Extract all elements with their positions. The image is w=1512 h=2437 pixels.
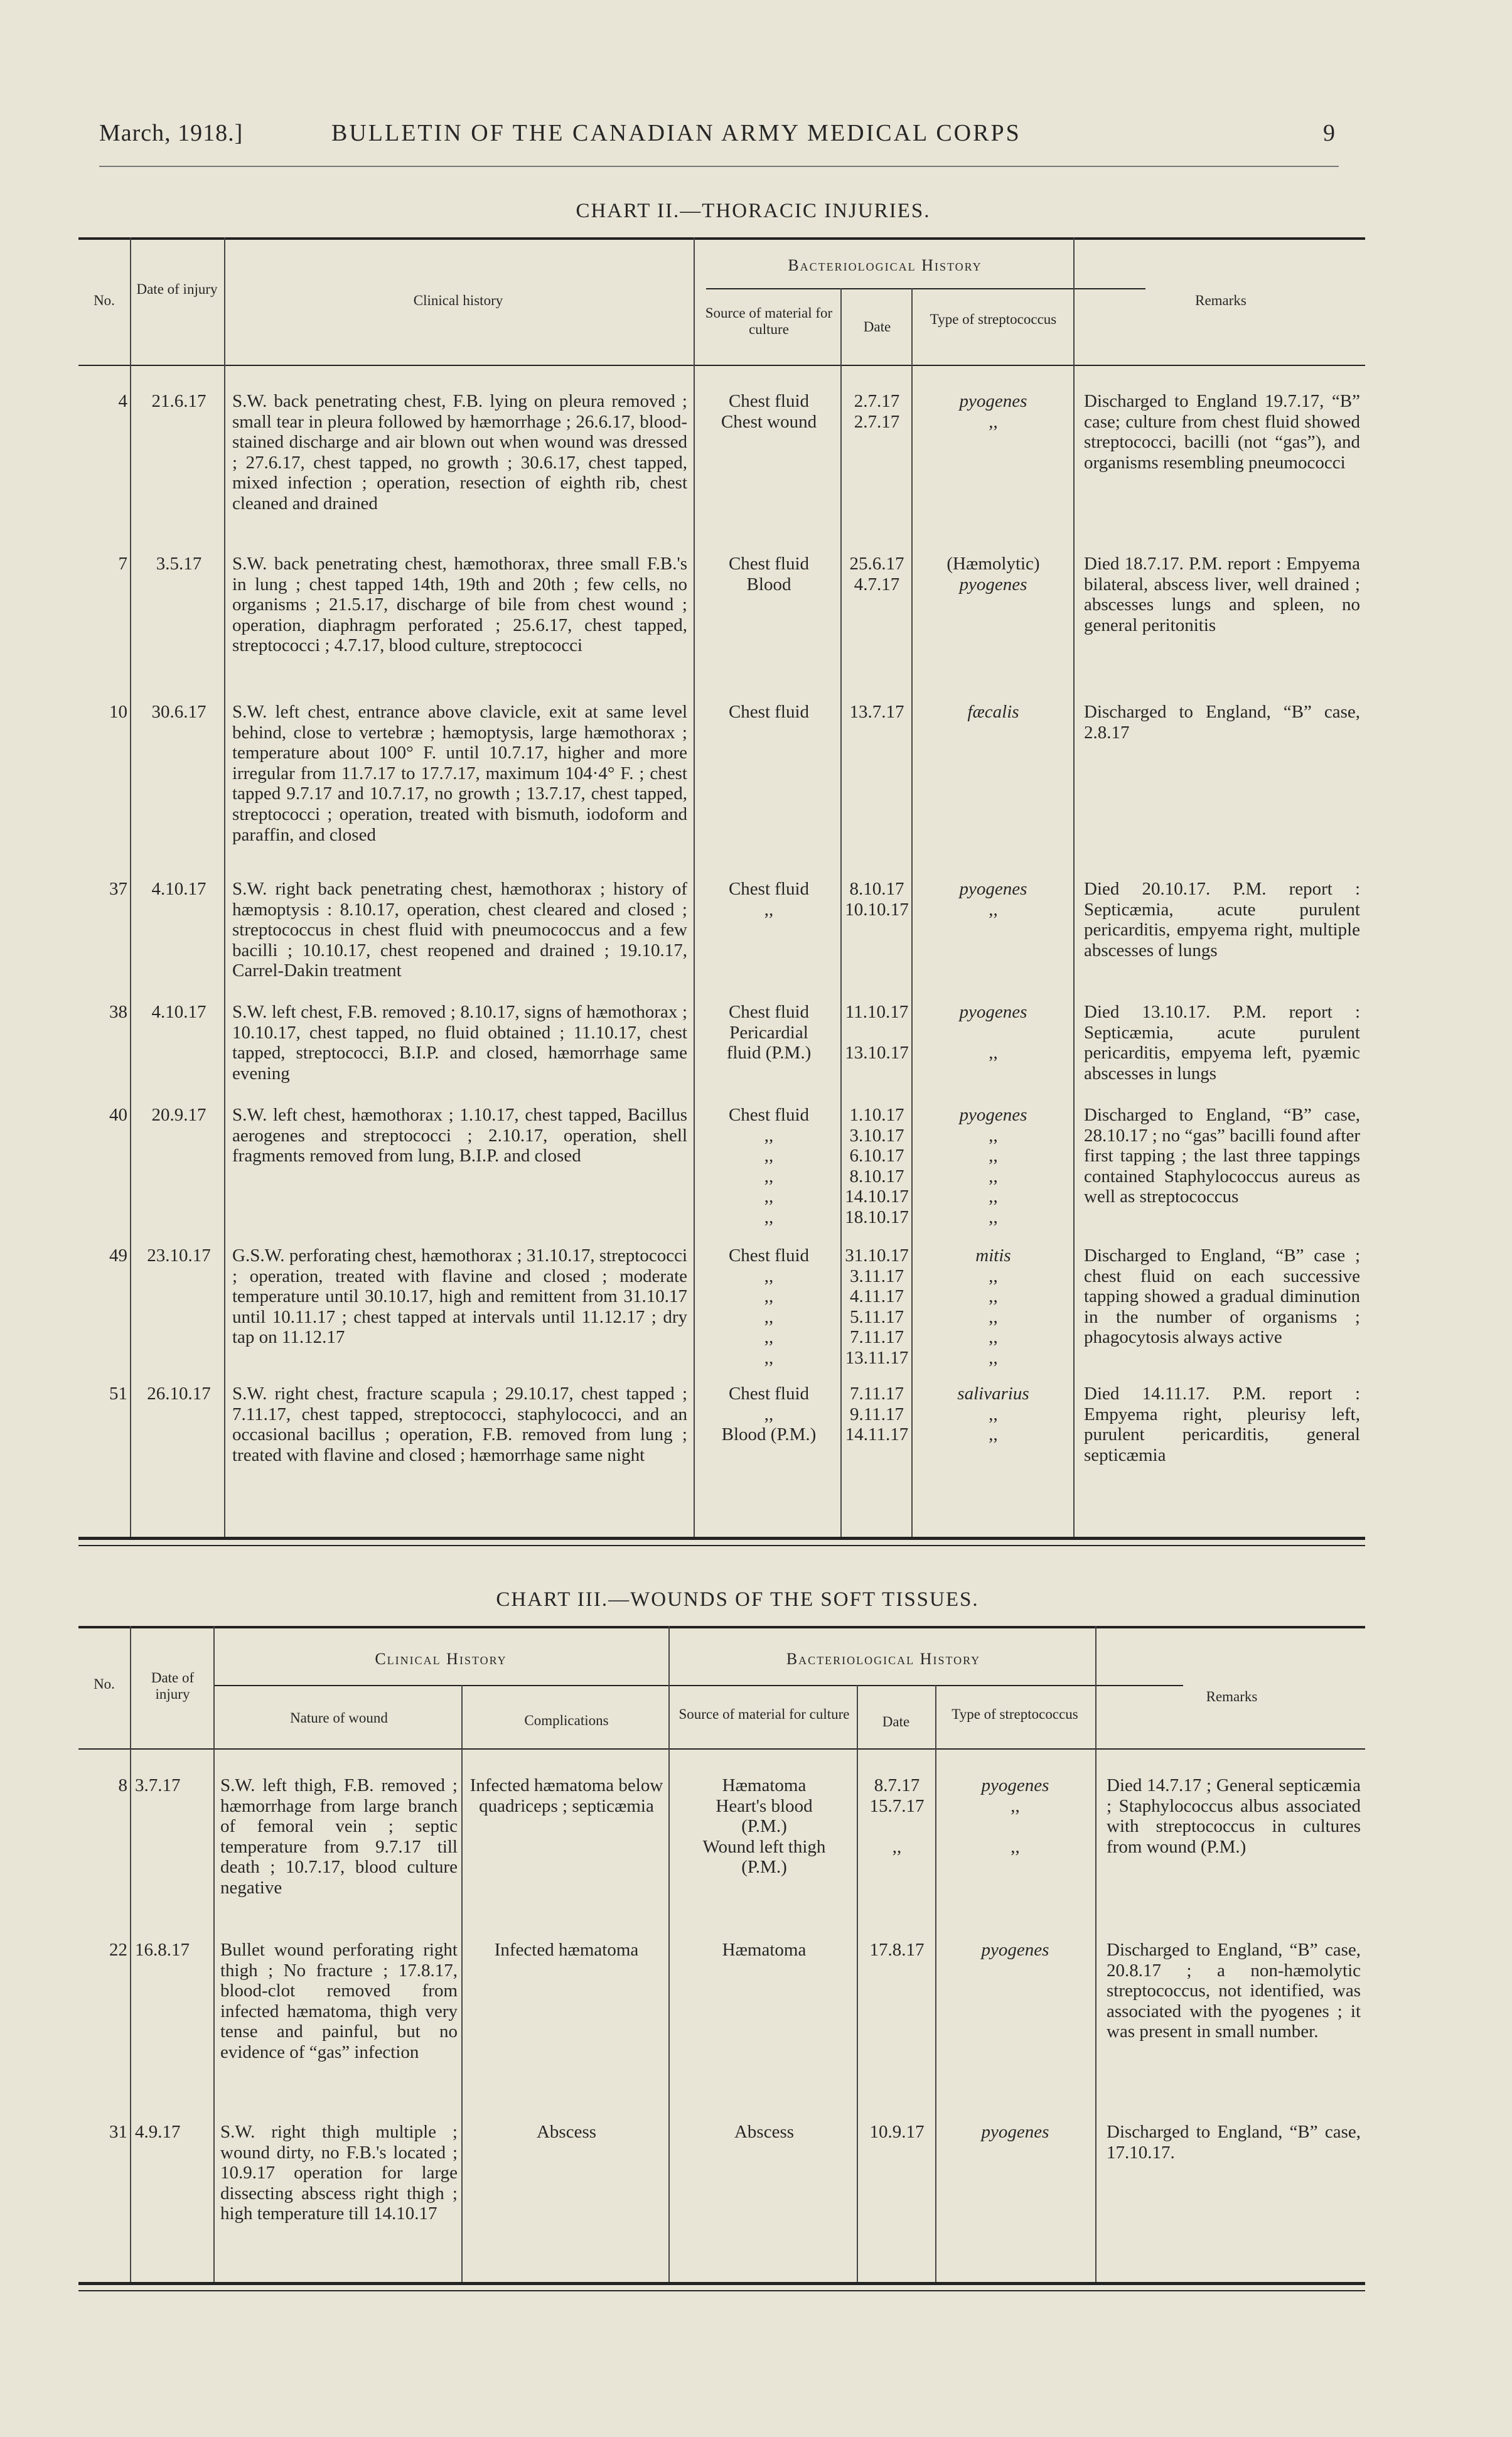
chart2-table [78, 237, 1365, 1543]
culture-source-item: ,, [764, 1327, 774, 1348]
streptococcus-type-item: pyogenes [981, 1940, 1049, 1960]
chart3-header-date2: Date [882, 1714, 910, 1730]
streptococcus-type-item: ,, [989, 1306, 998, 1327]
chart2-header-no: No. [94, 293, 115, 308]
culture-date-item: 8.7.17 [874, 1775, 920, 1795]
streptococcus-type-item: ,, [1011, 1795, 1020, 1816]
case-number: 8 [118, 1775, 127, 1795]
case-number: 49 [109, 1245, 127, 1266]
streptococcus-type-item: ,, [989, 1327, 998, 1348]
culture-source-item: Blood (P.M.) [721, 1424, 817, 1445]
culture-source-item: fluid (P.M.) [726, 1043, 812, 1063]
streptococcus-type-item: ,, [989, 1404, 998, 1424]
clinical-history: G.S.W. perforating chest, hæmothorax ; 31.10.17, streptococci ; operation, treated with flavine and closed ; moderate temperature until 30.10.17, high and remittent from 31.10.17 until 10.11.17 ; chest tapped at intervals until 11.12.17 ; dry tap on 11.12.17 [232, 1245, 687, 1348]
injury-date: 20.9.17 [151, 1105, 206, 1125]
culture-date-item: 31.10.17 [845, 1245, 909, 1266]
case-number: 37 [109, 879, 127, 899]
clinical-history: S.W. left chest, F.B. removed ; 8.10.17, signs of hæmothorax ; 10.10.17, chest tapped, no fluid obtained ; 11.10.17, chest tapped, streptococci, B.I.P. and closed, hæmorrhage same evening [232, 1002, 687, 1084]
streptococcus-type [938, 1775, 1092, 1878]
wound-nature: S.W. right thigh multiple ; wound dirty, no F.B.'s located ; 10.9.17 operation for large dissecting abscess right thigh ; high temperature till 14.10.17 [220, 2122, 458, 2224]
culture-source-item: Chest fluid [728, 702, 810, 722]
chart2-header-type: Type of streptococcus [930, 311, 1057, 327]
culture-source-item: Heart's blood [716, 1795, 813, 1816]
culture-date-item: 1.10.17 [849, 1105, 904, 1125]
culture-date-item: 3.11.17 [850, 1266, 904, 1286]
culture-date [843, 1105, 911, 1228]
streptococcus-type-item: ,, [989, 1166, 998, 1186]
culture-date-item: 18.10.17 [845, 1207, 909, 1227]
culture-source-item: Chest fluid [728, 1105, 810, 1125]
complications: Abscess [536, 2122, 597, 2142]
culture-date-item [860, 1857, 934, 1878]
culture-source-item: ,, [764, 899, 774, 920]
culture-source [700, 702, 838, 723]
culture-source-item: Chest fluid [728, 879, 810, 899]
culture-date-item: 4.11.17 [850, 1286, 904, 1307]
culture-date-item: 17.8.17 [869, 1940, 925, 1960]
clinical-history: S.W. left chest, hæmothorax ; 1.10.17, chest tapped, Bacillus aerogenes and streptococci ; 2.10.17, operation, shell fragments removed from lung, B.I.P. and closed [232, 1105, 687, 1166]
header-date: March, 1918.] [99, 120, 244, 146]
culture-date-item: 13.10.17 [845, 1043, 909, 1063]
culture-date-item: ,, [892, 1836, 902, 1857]
chart3-header-no: No. [94, 1676, 115, 1692]
chart3-title: CHART III.—WOUNDS OF THE SOFT TISSUES. [496, 1588, 979, 1611]
injury-date: 21.6.17 [151, 391, 206, 411]
streptococcus-type-item: ,, [989, 411, 998, 432]
culture-date-item: 13.11.17 [845, 1347, 909, 1368]
culture-date-item: 4.7.17 [854, 574, 900, 594]
chart2-header-bacteriological: Bacteriological History [788, 256, 982, 274]
remarks: Discharged to England, “B” case, 28.10.17 ; no “gas” bacilli found after first tapping ; the last three tappings contained Staphylococcus aureus as well as streptococcus [1084, 1105, 1360, 1207]
culture-date [843, 1002, 911, 1063]
streptococcus-type-item: ,, [989, 1146, 998, 1166]
culture-source [675, 1775, 854, 1878]
culture-source-item: Wound left thigh [702, 1836, 826, 1857]
streptococcus-type [913, 1105, 1073, 1228]
chart2-header-date: Date of injury [136, 281, 218, 297]
culture-date [860, 1775, 934, 1878]
chart2-header-remarks: Remarks [1195, 293, 1247, 308]
streptococcus-type-item: fæcalis [967, 702, 1019, 722]
chart3-header-source: Source of material for culture [678, 1706, 850, 1722]
remarks: Died 13.10.17. P.M. report : Septicæmia, acute purulent pericarditis, empyema left, pyæmic abscesses in lungs [1084, 1002, 1360, 1084]
streptococcus-type [938, 1940, 1092, 1961]
case-number: 38 [109, 1002, 127, 1022]
culture-date [843, 879, 911, 920]
chart3-header-nature: Nature of wound [290, 1710, 388, 1726]
culture-source-item: ,, [764, 1186, 774, 1207]
clinical-history: S.W. back penetrating chest, F.B. lying on pleura removed ; small tear in pleura followed by hæmorrhage ; 26.6.17, blood-stained discharge and air blown out when wound was dressed ; 27.6.17, chest tapped, no growth ; 30.6.17, chest tapped, mixed infection ; operation, resection of eighth rib, chest cleaned and drained [232, 391, 687, 514]
chart3-header-complications: Complications [524, 1713, 609, 1728]
case-number: 31 [109, 2122, 127, 2142]
streptococcus-type-item: mitis [975, 1245, 1011, 1266]
injury-date: 4.9.17 [135, 2122, 181, 2142]
streptococcus-type-item: ,, [989, 1186, 998, 1207]
chart3-header-remarks: Remarks [1206, 1689, 1258, 1704]
streptococcus-type-item: ,, [989, 1207, 998, 1227]
culture-date-item: 10.10.17 [845, 899, 909, 920]
injury-date: 4.10.17 [151, 879, 206, 899]
streptococcus-type-item: ,, [989, 1347, 998, 1368]
clinical-history: S.W. right chest, fracture scapula ; 29.10.17, chest tapped ; 7.11.17, chest tapped, streptococci, staphylococci, and an occasional bacillus ; operation, F.B. removed from lung ; treated with flavine and closed ; hæmorrhage same night [232, 1384, 687, 1465]
culture-date [843, 554, 911, 594]
culture-source-item: ,, [764, 1146, 774, 1166]
culture-date-item: 25.6.17 [849, 554, 904, 574]
culture-source [700, 391, 838, 432]
culture-source-item: ,, [764, 1166, 774, 1186]
chart3-table [78, 1626, 1365, 2291]
streptococcus-type-item [913, 1023, 1073, 1043]
clinical-history: S.W. back penetrating chest, hæmothorax, three small F.B.'s in lung ; chest tapped 14th, 19th and 20th ; few cells, no organisms ; 21.5.17, discharge of bile from chest wound ; operation, diaphragm perforated ; 25.6.17, chest tapped, streptococci ; 4.7.17, blood culture, streptococci [232, 554, 687, 656]
culture-date-item: 14.10.17 [845, 1186, 909, 1207]
injury-date: 16.8.17 [135, 1940, 190, 1960]
culture-date-item: 14.11.17 [845, 1424, 909, 1445]
culture-date [843, 1384, 911, 1445]
culture-source [700, 1384, 838, 1445]
culture-source [700, 1245, 838, 1369]
culture-date-item: 8.10.17 [849, 1166, 904, 1186]
remarks: Discharged to England, “B” case, 2.8.17 [1084, 702, 1360, 743]
streptococcus-type [913, 1245, 1073, 1369]
streptococcus-type [913, 702, 1073, 723]
culture-date-item: 15.7.17 [869, 1795, 925, 1816]
case-number: 4 [118, 391, 127, 411]
remarks: Died 20.10.17. P.M. report : Septicæmia, acute purulent pericarditis, empyema right, multiple abscesses of lungs [1084, 879, 1360, 960]
culture-source-item: Chest fluid [728, 1002, 810, 1022]
case-number: 10 [109, 702, 127, 722]
chart3-header-clinical: Clinical History [375, 1650, 507, 1668]
culture-date [860, 1940, 934, 1961]
culture-source [675, 2122, 854, 2143]
injury-date: 3.5.17 [156, 554, 202, 574]
streptococcus-type-item: pyogenes [959, 879, 1027, 899]
streptococcus-type-item: ,, [989, 1286, 998, 1307]
chart2-header-clinical: Clinical history [413, 293, 503, 308]
chart3-header-date: Date of injury [151, 1670, 195, 1702]
culture-date [843, 1245, 911, 1369]
injury-date: 23.10.17 [147, 1245, 211, 1266]
streptococcus-type [913, 1384, 1073, 1445]
case-number: 22 [109, 1940, 127, 1960]
complications: Infected hæmatoma [494, 1940, 639, 1960]
streptococcus-type-item: pyogenes [959, 574, 1027, 594]
culture-source-item: ,, [764, 1404, 774, 1424]
culture-date-item: 2.7.17 [854, 411, 900, 432]
streptococcus-type [938, 2122, 1092, 2143]
culture-date [843, 702, 911, 723]
streptococcus-type-item: (Hæmolytic) [946, 554, 1040, 574]
culture-source-item: Abscess [734, 2122, 795, 2142]
culture-source-item: Chest fluid [728, 554, 810, 574]
streptococcus-type-item: ,, [989, 1043, 998, 1063]
remarks: Died 18.7.17. P.M. report : Empyema bilateral, abscess liver, well drained ; abscesses lungs and spleen, no general peritonitis [1084, 554, 1360, 635]
culture-source [700, 879, 838, 920]
streptococcus-type-item [938, 1857, 1092, 1878]
culture-date-item: 3.10.17 [849, 1125, 904, 1146]
remarks: Died 14.11.17. P.M. report : Empyema right, pleurisy left, purulent pericarditis, general septicæmia [1084, 1384, 1360, 1465]
culture-source-item: Blood [746, 574, 791, 594]
culture-source [700, 554, 838, 594]
complications: Infected hæmatoma below quadriceps ; septicæmia [469, 1775, 663, 1816]
culture-date-item: 5.11.17 [850, 1306, 904, 1327]
streptococcus-type-item: pyogenes [959, 391, 1027, 411]
streptococcus-type-item: ,, [989, 1125, 998, 1146]
culture-date-item: 7.11.17 [850, 1384, 904, 1404]
culture-source-item: (P.M.) [741, 1816, 787, 1837]
streptococcus-type-item: ,, [989, 899, 998, 920]
streptococcus-type-item [938, 1816, 1092, 1837]
culture-source-item: ,, [764, 1207, 774, 1227]
case-number: 51 [109, 1384, 127, 1404]
remarks: Discharged to England, “B” case ; chest fluid on each successive tapping showed a gradual diminution in the number of organisms ; phagocytosis always active [1084, 1245, 1360, 1348]
streptococcus-type [913, 554, 1073, 594]
culture-source-item: ,, [764, 1347, 774, 1368]
header-rule [99, 166, 1339, 167]
chart2-header-source: Source of material for culture [705, 305, 833, 337]
culture-date-item: 11.10.17 [845, 1002, 909, 1022]
culture-date [843, 391, 911, 432]
culture-source-item: Pericardial [729, 1022, 808, 1043]
culture-date-item [860, 1816, 934, 1837]
culture-source [700, 1105, 838, 1228]
culture-source-item: (P.M.) [741, 1857, 787, 1878]
culture-source-item: Hæmatoma [722, 1940, 807, 1960]
streptococcus-type-item: ,, [1011, 1836, 1020, 1857]
streptococcus-type-item: pyogenes [959, 1002, 1027, 1022]
culture-source-item: ,, [764, 1306, 774, 1327]
streptococcus-type-item: salivarius [957, 1384, 1029, 1404]
chart2-header-date2: Date [863, 319, 891, 335]
culture-source-item: Hæmatoma [722, 1775, 807, 1795]
header-journal-title: BULLETIN OF THE CANADIAN ARMY MEDICAL CORPS [331, 120, 1021, 146]
chart3-header-type: Type of streptococcus [952, 1706, 1078, 1722]
injury-date: 30.6.17 [151, 702, 206, 722]
clinical-history: S.W. left chest, entrance above clavicle, exit at same level behind, close to vertebræ ; hæmoptysis, large hæmothorax ; temperature about 100° F. until 10.7.17, higher and more irregular from 11.7.17 to 17.7.17, maximum 104·4° F. ; chest tapped 9.7.17 and 10.7.17, no growth ; 13.7.17, chest tapped, streptococci ; operation, treated with bismuth, iodoform and paraffin, and closed [232, 702, 687, 845]
culture-source-item: ,, [764, 1125, 774, 1146]
culture-source-item: Chest wound [721, 411, 817, 432]
culture-date-item: 6.10.17 [849, 1146, 904, 1166]
culture-source-item: Chest fluid [728, 1245, 810, 1266]
culture-date-item: 7.11.17 [850, 1327, 904, 1348]
streptococcus-type-item: pyogenes [959, 1105, 1027, 1125]
chart2-title: CHART II.—THORACIC INJURIES. [576, 200, 931, 222]
culture-source [700, 1002, 838, 1063]
streptococcus-type [913, 391, 1073, 432]
remarks: Discharged to England 19.7.17, “B” case; culture from chest fluid showed streptococci, bacilli (not “gas”), and organisms resembling pneumococci [1084, 391, 1360, 473]
wound-nature: Bullet wound perforating right thigh ; No fracture ; 17.8.17, blood-clot removed from infected hæmatoma, thigh very tense and painful, but no evidence of “gas” infection [220, 1940, 458, 2062]
culture-date-item: 8.10.17 [849, 879, 904, 899]
culture-source-item: Chest fluid [728, 391, 810, 411]
culture-source [675, 1940, 854, 1961]
streptococcus-type-item: pyogenes [981, 1775, 1049, 1795]
streptococcus-type-item: ,, [989, 1424, 998, 1445]
remarks: Died 14.7.17 ; General septicæmia ; Staphylococcus albus associated with streptococcus in cultures from wound (P.M.) [1107, 1775, 1361, 1857]
remarks: Discharged to England, “B” case, 17.10.17. [1107, 2122, 1361, 2163]
page-number: 9 [1323, 120, 1336, 146]
case-number: 7 [118, 554, 127, 574]
injury-date: 26.10.17 [147, 1384, 211, 1404]
injury-date: 4.10.17 [151, 1002, 206, 1022]
culture-source-item: Chest fluid [728, 1384, 810, 1404]
streptococcus-type [913, 1002, 1073, 1063]
culture-date [860, 2122, 934, 2143]
case-number: 40 [109, 1105, 127, 1125]
clinical-history: S.W. right back penetrating chest, hæmothorax ; history of hæmoptysis : 8.10.17, operation, chest cleared and closed ; streptococcus in chest fluid with pneumococcus and a few bacilli ; 10.10.17, chest reopened and drained ; 19.10.17, Carrel-Dakin treatment [232, 879, 687, 981]
remarks: Discharged to England, “B” case, 20.8.17 ; a non-hæmolytic streptococcus, not identified, was associated with the pyogenes ; it was present in small number. [1107, 1940, 1361, 2042]
culture-date-item: 2.7.17 [854, 391, 900, 411]
culture-source-item: ,, [764, 1266, 774, 1286]
culture-source-item: ,, [764, 1286, 774, 1307]
streptococcus-type-item: pyogenes [981, 2122, 1049, 2142]
injury-date: 3.7.17 [135, 1775, 181, 1795]
culture-date-item: 13.7.17 [849, 702, 904, 722]
wound-nature: S.W. left thigh, F.B. removed ; hæmorrhage from large branch of femoral vein ; septic temperature from 9.7.17 till death ; 10.7.17, blood culture negative [220, 1775, 458, 1898]
culture-date-item: 10.9.17 [869, 2122, 925, 2142]
culture-date-item [843, 1023, 911, 1043]
streptococcus-type [913, 879, 1073, 920]
culture-date-item: 9.11.17 [850, 1404, 904, 1424]
chart3-header-bacteriological: Bacteriological History [786, 1650, 981, 1668]
streptococcus-type-item: ,, [989, 1266, 998, 1286]
